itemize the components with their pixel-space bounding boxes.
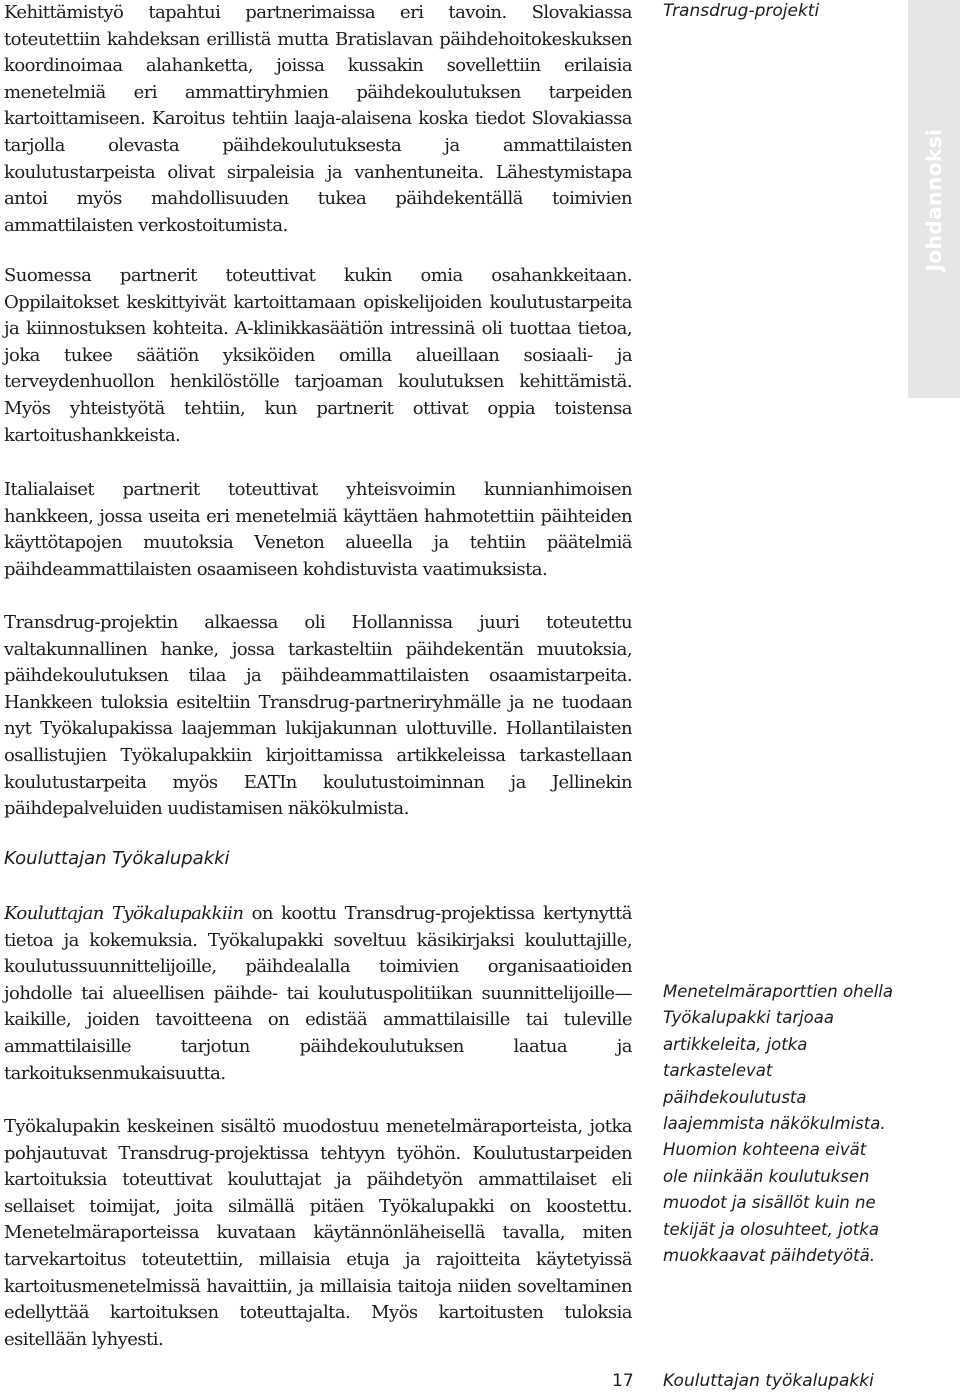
margin-note: Menetelmäraporttien ohella Työkalupakki tarjoaa artikkeleita, jotka tarkastelevat päihdekoulutusta laajemmista näkökulmista. Huomion kohteena eivät ole niinkään koulutuksen muodot ja sisällöt kuin ne tekijät ja olosuhteet, jotka muokkaavat päihdetyötä. bbox=[663, 982, 893, 1266]
body-paragraph: Transdrug-projektin alkaessa oli Hollannissa juuri toteutettu valtakunnallinen hanke, jossa tarkasteltiin päihdekentän muutoksia, päihdekoulutuksen tilaa ja päihdeammattilaisten osaamistarpeita. Hankkeen tuloksia esiteltiin Transdrug-partneriryhmälle ja ne tuodaan nyt Työkalupakissa laajemman lukijakunnan ulottuville. Hollantilaisten osallistujien Työkalupakkiin kirjoittamissa artikkeleissa tarkastellaan koulutustarpeita myös EATIn koulutustoiminnan ja Jellinekin päihdepalveluiden uudistamisen näkökulmista. bbox=[4, 612, 632, 820]
toolkit-title-emphasis: Kouluttajan Työkalupakkiin bbox=[4, 903, 244, 924]
body-paragraph: Työkalupakin keskeinen sisältö muodostuu menetelmäraporteista, jotka pohjautuvat Transdrug-projektissa tehtyyn työhön. Koulutustarpeiden kartoituksia toteuttivat kouluttajat ja päihdetyön ammattilaiset eli sellaiset toimijat, joita silmällä pitäen Työkalupakki on koostettu. Menetelmäraporteissa kuvataan käytännönläheisellä tavalla, miten tarvekartoitus toteutettiin, millaisia etuja ja rajoitteita käytetyissä kartoitusmenetelmissä havaittiin, ja millaisia taitoja niiden soveltaminen edellyttää kartoituksen toteuttajalta. Myös kartoitusten tuloksia esitellään lyhyesti. bbox=[4, 1116, 632, 1350]
body-paragraph: Italialaiset partnerit toteuttivat yhteisvoimin kunnianhimoisen hankkeen, jossa useita eri menetelmiä käyttäen hahmotettiin päihteiden käyttötapojen muutoksia Veneton alueella ja tehtiin päätelmiä päihdeammattilaisten osaamiseen kohdistuvista vaatimuksista. bbox=[4, 479, 632, 580]
body-paragraph: Suomessa partnerit toteuttivat kukin omia osahankkeitaan. Oppilaitokset keskittyivät kartoittamaan opiskelijoiden koulutustarpeita ja kiinnostuksen kohteita. A-klinikkasäätiön intressinä oli tuottaa tietoa, joka tukee säätiön yksiköiden omilla alueillaan sosiaali- ja terveydenhuollon henkilöstölle tarjoaman koulutuksen kehittämistä. Myös yhteistyötä tehtiin, kun partnerit ottivat oppia toistensa kartoitushankkeista. bbox=[4, 265, 632, 446]
footer-title: Kouluttajan työkalupakki bbox=[663, 1371, 874, 1391]
toolkit-paragraph bbox=[4, 901, 632, 1087]
section-subheading: Kouluttajan Työkalupakki bbox=[4, 848, 230, 869]
toolkit-paragraph-text: on koottu Transdrug-projektissa kertynyttä tietoa ja kokemuksia. Työkalupakki soveltuu käsikirjaksi kouluttajille, koulutussuunnittelijoille, päihdealalla toimivien organisaatioiden johdolle tai alueellisen päihde- tai koulutuspolitiikan suunnittelijoille—kaikille, joiden tavoitteena on edistää ammattilaisille tai tuleville ammattilaisille tarjotun päihdekoulutuksen laatua ja tarkoituksenmukaisuutta. bbox=[4, 903, 632, 1084]
page-number: 17 bbox=[612, 1371, 634, 1391]
running-header: Transdrug-projekti bbox=[663, 1, 820, 21]
chapter-tab bbox=[908, 0, 960, 398]
chapter-tab-label: Johdannoksi bbox=[922, 128, 946, 272]
body-paragraph: Kehittämistyö tapahtui partnerimaissa eri tavoin. Slovakiassa toteutettiin kahdeksan erillistä mutta Bratislavan päihdehoitokeskuksen koordinoimaa alahanketta, joissa kussakin sovellettiin erilaisia menetelmiä eri ammattiryhmien päihdekoulutuksen tarpeiden kartoittamiseen. Karoitus tehtiin laaja-alaisena koska tiedot Slovakiassa tarjolla olevasta päihdekoulutuksesta ja ammattilaisten koulutustarpeista olivat sirpaleisia ja vanhentuneita. Lähestymistapa antoi myös mahdollisuuden tukea päihdekentällä toimivien ammattilaisten verkostoitumista. bbox=[4, 2, 632, 236]
